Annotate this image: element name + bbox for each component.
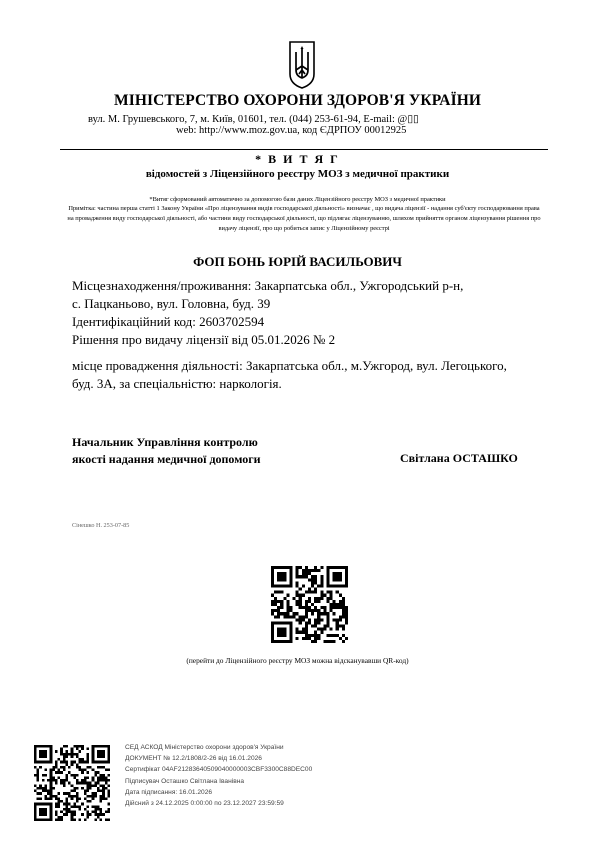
sed-signer: Підписувач Осташко Світлана Іванівна [125, 777, 245, 785]
ministry-web-and-code: web: http://www.moz.gov.ua, код ЄДРПОУ 00012925 [176, 125, 407, 136]
sed-signature-block [125, 742, 312, 809]
license-decision: Рішення про видачу ліцензії від 05.01.2026 № 2 [72, 332, 336, 347]
licensee-location-line1: Місцезнаходження/проживання: Закарпатська обл., Ужгородський р-н, [72, 278, 464, 293]
sed-validity: Дійсний з 24.12.2025 0:00:00 по 23.12.2027 23:59:59 [125, 800, 284, 808]
sed-system-line: СЕД АСКОД Міністерство охорони здоров'я України [125, 744, 284, 751]
registry-qr-code[interactable] [271, 566, 348, 643]
sed-certificate: Сертифікат 04AF21283640509040000003CBF3300C88DEC00 [125, 766, 313, 774]
executor-info: Сінешко Н. 253-07-85 [72, 522, 130, 529]
licensee-name: ФОП БОНЬ ЮРІЙ ВАСИЛЬОВИЧ [193, 254, 402, 269]
document-subtitle: відомостей з Ліцензійного реєстру МОЗ з медичної практики [145, 168, 450, 180]
activity-place-line2: буд. 3А, за спеціальністю: наркологія. [72, 376, 282, 391]
document-title: * В И Т Я Г [255, 152, 340, 166]
header-divider [60, 149, 548, 150]
signatory-position-line2: якості надання медичної допомоги [72, 452, 261, 466]
sed-sign-date: Дата підписання: 16.01.2026 [125, 788, 213, 796]
auto-generated-note: *Витяг сформований автоматично за допомогою бази даних Ліцензійного реєстру МОЗ з медичної практики [149, 196, 446, 203]
qr-caption: (перейти до Ліцензійного реєстру МОЗ можна відсканувавши QR-код) [186, 656, 409, 665]
tryzub-emblem-icon [287, 40, 317, 90]
licensee-id-code: Ідентифікаційний код: 2603702594 [72, 314, 265, 329]
activity-place-line1: місце провадження діяльності: Закарпатська обл., м.Ужгород, вул. Легоцького, [72, 358, 507, 373]
ministry-address: вул. М. Грушевського, 7, м. Київ, 01601, тел. (044) 253-61-94, E-mail: @▯▯ [88, 114, 419, 125]
sed-document-number: ДОКУМЕНТ № 12.2/1808/2-26 від 16.01.2026 [125, 755, 262, 763]
signatory-position-line1: Начальник Управління контролю [72, 435, 258, 449]
ministry-title: МІНІСТЕРСТВО ОХОРОНИ ЗДОРОВ'Я УКРАЇНИ [113, 92, 482, 109]
licensee-location-line2: с. Пацканьово, вул. Головна, буд. 39 [72, 296, 271, 311]
signatory-position [72, 434, 261, 468]
law-note: Примітка: частина перша статті 1 Закону України «Про ліцензування видів господарської діяльності» визначає , що видача ліцензії - надання суб'єкту господарювання права на провадження виду господарської діяльності, або частини виду господарської діяльності, що підлягає ліцензуванню, шляхом прийняття органом ліцензування рішення про видачу ліцензії, про що робиться запис у Ліцензійному реєстрі [67, 205, 541, 232]
signatory-name: Світлана ОСТАШКО [400, 451, 518, 465]
sed-qr-code [34, 745, 110, 821]
